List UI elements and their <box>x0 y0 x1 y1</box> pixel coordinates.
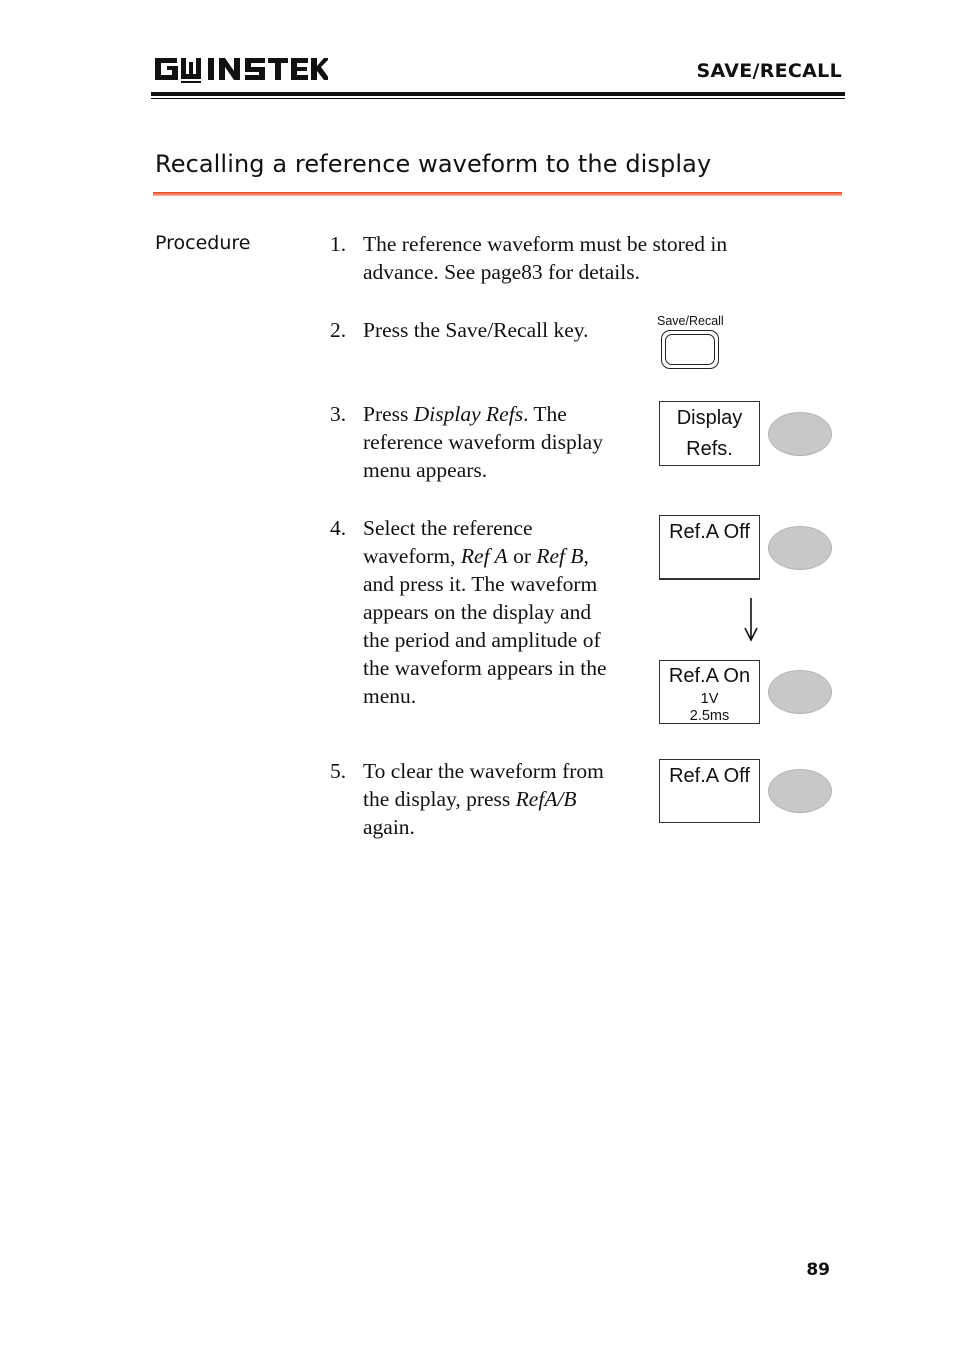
display-refs-menu-item[interactable] <box>659 401 760 466</box>
step-emphasis: Ref B <box>536 544 584 568</box>
step-text-line: menu appears. <box>363 458 488 482</box>
save-recall-key-face <box>665 334 715 365</box>
section-label: SAVE/RECALL <box>696 60 842 82</box>
step-number: 3. <box>330 402 347 426</box>
step-2 <box>330 316 650 346</box>
header-rule <box>151 92 845 96</box>
step-3 <box>330 400 650 490</box>
menu-label: Ref.A On <box>668 665 751 687</box>
step-text-line: again. <box>363 815 415 839</box>
ref-period: 2.5ms <box>689 708 730 724</box>
step-emphasis: Ref A <box>460 544 508 568</box>
ref-a-off-menu-item[interactable] <box>659 515 760 580</box>
step-text-line: To clear the waveform from <box>363 759 604 783</box>
ref-amplitude: 1V <box>700 691 719 707</box>
step-number: 1. <box>330 232 347 256</box>
save-recall-key-caption: Save/Recall <box>657 314 724 328</box>
page-number: 89 <box>806 1260 830 1280</box>
step-number: 4. <box>330 516 347 540</box>
step-emphasis: RefA/B <box>515 787 577 811</box>
ref-a-soft-key[interactable] <box>768 670 832 714</box>
heading-underline <box>153 192 842 196</box>
menu-label: Refs. <box>686 438 733 460</box>
step-text: the display, press <box>363 787 516 811</box>
step-text-line <box>363 400 567 428</box>
step-text: or <box>507 544 537 568</box>
step-text-line: the waveform appears in the <box>363 656 607 680</box>
step-text-line: reference waveform display <box>363 430 603 454</box>
step-text: , <box>583 544 589 568</box>
step-1 <box>330 230 810 290</box>
step-text: . The <box>523 402 567 426</box>
step-text-line <box>363 785 577 813</box>
ref-a-soft-key[interactable] <box>768 526 832 570</box>
page-heading: Recalling a reference waveform to the display <box>155 150 712 178</box>
step-emphasis: Display Refs <box>413 402 524 426</box>
step-number: 2. <box>330 318 347 342</box>
step-text-line: The reference waveform must be stored in <box>363 232 728 256</box>
step-4 <box>330 514 655 714</box>
header-rule-thin <box>151 98 845 99</box>
step-text: waveform, <box>363 544 461 568</box>
step-text-line: menu. <box>363 684 417 708</box>
menu-label: Ref.A Off <box>669 765 750 787</box>
step-5 <box>330 757 650 847</box>
ref-a-soft-key[interactable] <box>768 769 832 813</box>
step-text-line: the period and amplitude of <box>363 628 601 652</box>
step-text-line: and press it. The waveform <box>363 572 598 596</box>
menu-label: Display <box>676 407 743 429</box>
procedure-label: Procedure <box>155 232 251 254</box>
menu-label: Ref.A Off <box>669 521 750 543</box>
step-text-line: advance. See page83 for details. <box>363 260 640 284</box>
step-number: 5. <box>330 759 347 783</box>
step-text-line: Select the reference <box>363 516 533 540</box>
step-text-line <box>363 542 589 570</box>
step-text: Press <box>363 402 414 426</box>
display-refs-soft-key[interactable] <box>768 412 832 456</box>
ref-a-on-menu-item[interactable] <box>659 660 760 724</box>
step-text-line: Press the Save/Recall key. <box>363 318 589 342</box>
ref-a-off-menu-item[interactable] <box>659 759 760 823</box>
arrow-down-icon <box>742 598 760 642</box>
step-text-line: appears on the display and <box>363 600 592 624</box>
gw-instek-logo <box>153 54 328 84</box>
